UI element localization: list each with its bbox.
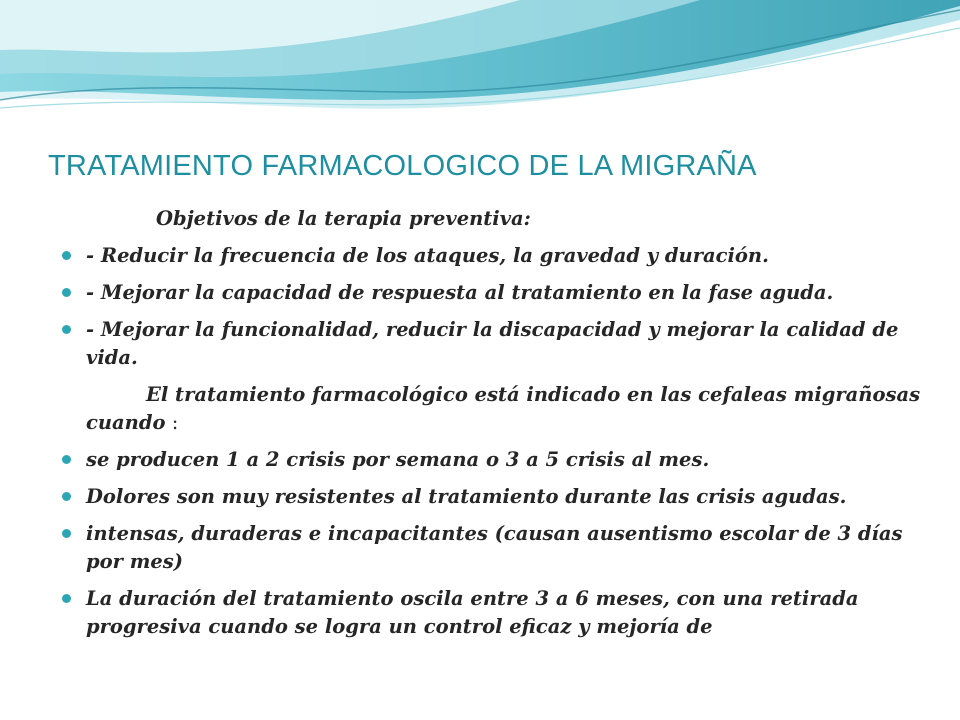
bullet-dot-icon: [62, 492, 71, 501]
slide-title: TRATAMIENTO FARMACOLOGICO DE LA MIGRAÑA: [48, 150, 757, 182]
list-item: se producen 1 a 2 crisis por semana o 3 a 5 crisis al mes.: [62, 446, 922, 474]
objectives-heading: Objetivos de la terapia preventiva:: [156, 207, 531, 230]
list-item: Dolores son muy resistentes al tratamiento durante las crisis agudas.: [62, 483, 922, 511]
bullet-dot-icon: [62, 288, 71, 297]
indication-heading: El tratamiento farmacológico está indicado en las cefaleas migrañosas cuando :: [86, 383, 921, 434]
list-item: - Mejorar la capacidad de respuesta al tratamiento en la fase aguda.: [62, 279, 922, 307]
bullet-dot-icon: [62, 594, 71, 603]
bullet-dot-icon: [62, 325, 71, 334]
bullet-dot-icon: [62, 455, 71, 464]
list-item: - Mejorar la funcionalidad, reducir la discapacidad y mejorar la calidad de vida.: [62, 316, 922, 372]
bullet-dot-icon: [62, 529, 71, 538]
list-item: La duración del tratamiento oscila entre 3 a 6 meses, con una retirada progresiva cuando se logra un control eficaz y mejoría de: [62, 585, 922, 641]
list-item: - Reducir la frecuencia de los ataques, la gravedad y duración.: [62, 242, 922, 270]
header-wave-decoration: [0, 0, 960, 130]
slide-body: [62, 205, 922, 650]
bullet-dot-icon: [62, 251, 71, 260]
list-item: intensas, duraderas e incapacitantes (causan ausentismo escolar de 3 días por mes): [62, 520, 922, 576]
